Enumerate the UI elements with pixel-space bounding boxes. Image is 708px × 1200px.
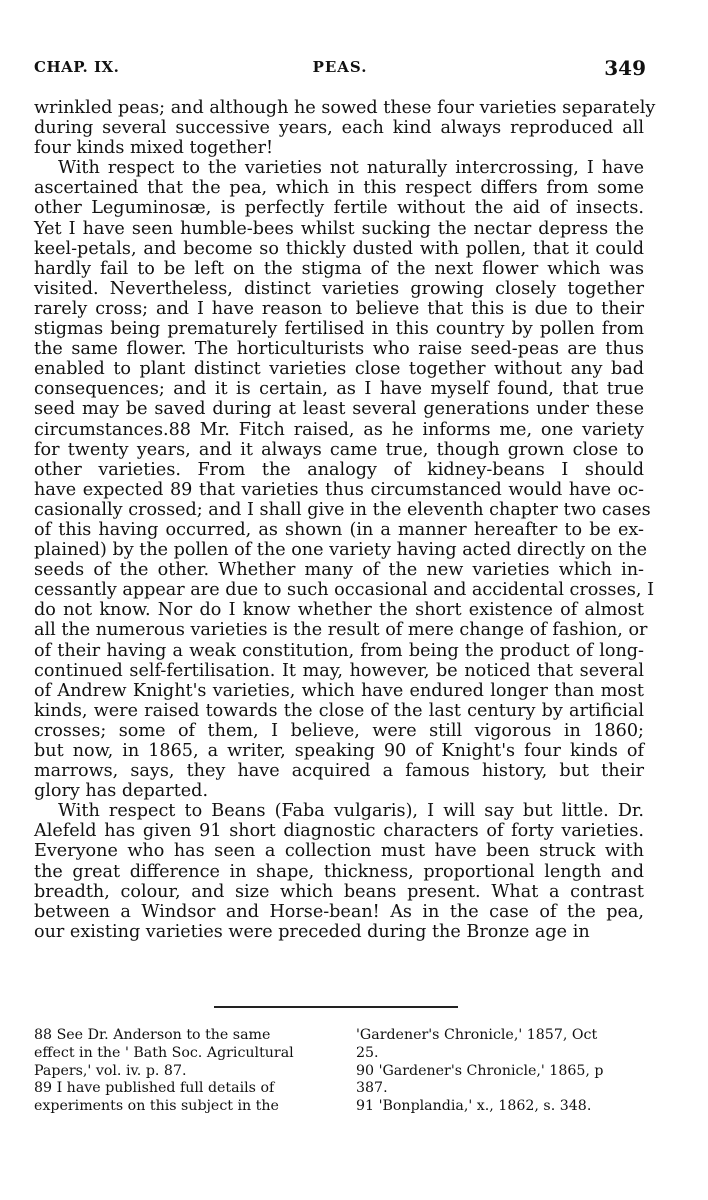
text-line: consequences; and it is certain, as I have myself found, that true bbox=[34, 379, 644, 400]
text-line: glory has departed. bbox=[34, 781, 209, 802]
text-line: Yet I have seen humble-bees whilst sucking the nectar depress the bbox=[34, 218, 644, 239]
text-line: have expected 89 that varieties thus circumstanced would have oc- bbox=[34, 479, 644, 500]
text-line: do not know. Nor do I know whether the short existence of almost bbox=[34, 600, 644, 621]
text-line: ascertained that the pea, which in this respect differs from some bbox=[34, 178, 644, 199]
text-line: crosses; some of them, I believe, were still vigorous in 1860; bbox=[34, 720, 644, 741]
footnote-line: 387. bbox=[356, 1080, 388, 1097]
text-line: of this having occurred, as shown (in a manner hereafter to be ex- bbox=[34, 519, 644, 540]
footnote-line: 89 I have published full details of bbox=[34, 1080, 275, 1097]
text-line: plained) by the pollen of the one variety having acted directly on the bbox=[34, 540, 647, 561]
text-line: visited. Nevertheless, distinct varieties growing closely together bbox=[34, 278, 644, 299]
footnote-line: 90 'Gardener's Chronicle,' 1865, p bbox=[356, 1062, 604, 1079]
text-line: Alefeld has given 91 short diagnostic characters of forty varieties. bbox=[34, 821, 644, 842]
text-line: keel-petals, and become so thickly dusted with pollen, that it could bbox=[34, 238, 644, 259]
text-line: other varieties. From the analogy of kidney-beans I should bbox=[34, 459, 644, 480]
text-line: With respect to Beans (Faba vulgaris), I will say but little. Dr. bbox=[58, 801, 644, 822]
text-line: circumstances.88 Mr. Fitch raised, as he informs me, one variety bbox=[34, 419, 644, 440]
body-text bbox=[34, 98, 656, 942]
text-line: between a Windsor and Horse-bean! As in the case of the pea, bbox=[34, 901, 644, 922]
text-line: our existing varieties were preceded during the Bronze age in bbox=[34, 921, 590, 942]
footnote-divider bbox=[214, 1006, 458, 1008]
text-line: other Leguminosæ, is perfectly fertile without the aid of insects. bbox=[34, 198, 644, 219]
text-line: With respect to the varieties not naturally intercrossing, I have bbox=[58, 158, 644, 179]
text-line: breadth, colour, and size which beans present. What a contrast bbox=[34, 881, 644, 902]
text-line: the same flower. The horticulturists who raise seed-peas are thus bbox=[34, 339, 644, 360]
text-line: wrinkled peas; and although he sowed these four varieties separately bbox=[34, 98, 656, 118]
footnotes-left-column bbox=[34, 1027, 330, 1116]
footnotes-right-column bbox=[356, 1027, 644, 1116]
text-line: Everyone who has seen a collection must have been struck with bbox=[34, 841, 644, 862]
text-line: stigmas being prematurely fertilised in this country by pollen from bbox=[34, 319, 644, 340]
running-header bbox=[34, 56, 646, 84]
text-line: for twenty years, and it always came true, though grown close to bbox=[34, 439, 644, 460]
text-line: seeds of the other. Whether many of the new varieties which in- bbox=[34, 560, 644, 581]
text-line: seed may be saved during at least several generations under these bbox=[34, 399, 644, 420]
text-line: during several successive years, each kind always reproduced all bbox=[34, 118, 644, 139]
text-line: of Andrew Knight's varieties, which have endured longer than most bbox=[34, 680, 644, 701]
page-number: 349 bbox=[604, 56, 646, 80]
text-line: marrows, says, they have acquired a famous history, but their bbox=[34, 761, 644, 782]
text-line: of their having a weak constitution, from being the product of long- bbox=[34, 640, 644, 661]
text-line: casionally crossed; and I shall give in the eleventh chapter two cases bbox=[34, 499, 651, 520]
text-line: cessantly appear are due to such occasional and accidental crosses, I bbox=[34, 580, 655, 601]
text-line: the great difference in shape, thickness, proportional length and bbox=[34, 861, 644, 882]
footnote-line: Papers,' vol. iv. p. 87. bbox=[34, 1062, 187, 1079]
footnote-line: effect in the ' Bath Soc. Agricultural bbox=[34, 1044, 294, 1061]
footnote-line: 25. bbox=[356, 1044, 379, 1061]
text-line: rarely cross; and I have reason to believe that this is due to their bbox=[34, 298, 644, 319]
text-line: all the numerous varieties is the result of mere change of fashion, or bbox=[34, 620, 648, 641]
chapter-label: CHAP. IX. bbox=[34, 58, 120, 76]
text-line: four kinds mixed together! bbox=[34, 138, 274, 159]
footnote-line: 88 See Dr. Anderson to the same bbox=[34, 1027, 271, 1043]
text-line: hardly fail to be left on the stigma of the next flower which was bbox=[34, 258, 644, 279]
running-title: PEAS. bbox=[312, 58, 368, 76]
text-line: kinds, were raised towards the close of the last century by artificial bbox=[34, 700, 644, 721]
footnote-line: 91 'Bonplandia,' x., 1862, s. 348. bbox=[356, 1098, 592, 1115]
footnote-line: experiments on this subject in the bbox=[34, 1098, 279, 1115]
text-line: but now, in 1865, a writer, speaking 90 of Knight's four kinds of bbox=[34, 741, 644, 761]
text-line: continued self-fertilisation. It may, however, be noticed that several bbox=[34, 660, 644, 681]
text-line: enabled to plant distinct varieties close together without any bad bbox=[34, 359, 644, 380]
footnote-line: 'Gardener's Chronicle,' 1857, Oct bbox=[356, 1027, 598, 1043]
